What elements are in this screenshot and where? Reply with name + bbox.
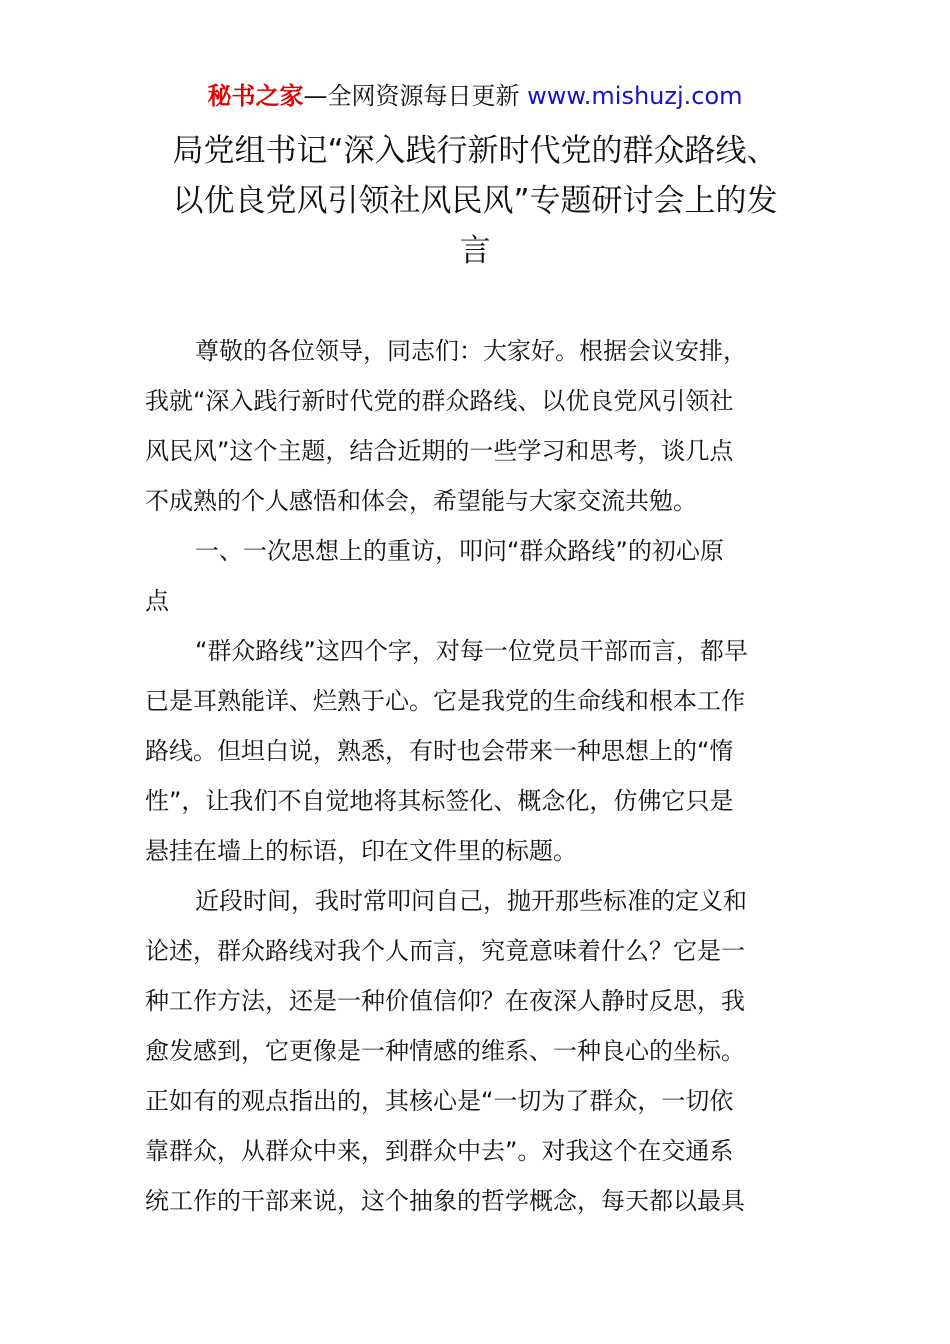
body-line: 悬挂在墙上的标语，印在文件里的标题。 — [145, 837, 577, 865]
body-line: 路线。但坦白说，熟悉，有时也会带来一种思想上的“惰 — [145, 737, 734, 765]
site-slogan: —全网资源每日更新 — [303, 82, 520, 110]
title-line: 局党组书记“深入践行新时代党的群众路线、 — [172, 133, 778, 169]
document-title — [120, 126, 830, 276]
body-line: 近段时间，我时常叩问自己，抛开那些标准的定义和 — [195, 887, 747, 915]
body-line: 已是耳熟能详、烂熟于心。它是我党的生命线和根本工作 — [145, 687, 745, 715]
body-line: 统工作的干部来说，这个抽象的哲学概念，每天都以最具 — [145, 1187, 745, 1215]
body-line: 尊敬的各位领导，同志们：大家好。根据会议安排， — [195, 337, 747, 365]
section-heading-line: 点 — [145, 587, 169, 615]
site-header — [0, 80, 950, 112]
body-line: 正如有的观点指出的，其核心是“一切为了群众，一切依 — [145, 1087, 734, 1115]
section-heading-line: 一、一次思想上的重访，叩问“群众路线”的初心原 — [195, 537, 724, 565]
body-line: 我就“深入践行新时代党的群众路线、以优良党风引领社 — [145, 387, 734, 415]
body-line: 风民风”这个主题，结合近期的一些学习和思考，谈几点 — [145, 437, 734, 465]
body-line: 不成熟的个人感悟和体会，希望能与大家交流共勉。 — [145, 487, 697, 515]
body-line: 种工作方法，还是一种价值信仰？在夜深人静时反思，我 — [145, 987, 745, 1015]
title-line: 言 — [459, 233, 491, 269]
document-body — [145, 326, 810, 1226]
site-brand: 秘书之家 — [207, 82, 304, 110]
site-url-link[interactable]: www.mishuzj.com — [527, 82, 743, 110]
body-line: 论述，群众路线对我个人而言，究竟意味着什么？它是一 — [145, 937, 745, 965]
title-line: 以优良党风引领社风民风”专题研讨会上的发 — [172, 183, 778, 219]
body-line: “群众路线”这四个字，对每一位党员干部而言，都早 — [195, 637, 748, 665]
body-line: 性”，让我们不自觉地将其标签化、概念化，仿佛它只是 — [145, 787, 734, 815]
body-line: 愈发感到，它更像是一种情感的维系、一种良心的坐标。 — [145, 1037, 745, 1065]
body-line: 靠群众，从群众中来，到群众中去”。对我这个在交通系 — [145, 1137, 734, 1165]
